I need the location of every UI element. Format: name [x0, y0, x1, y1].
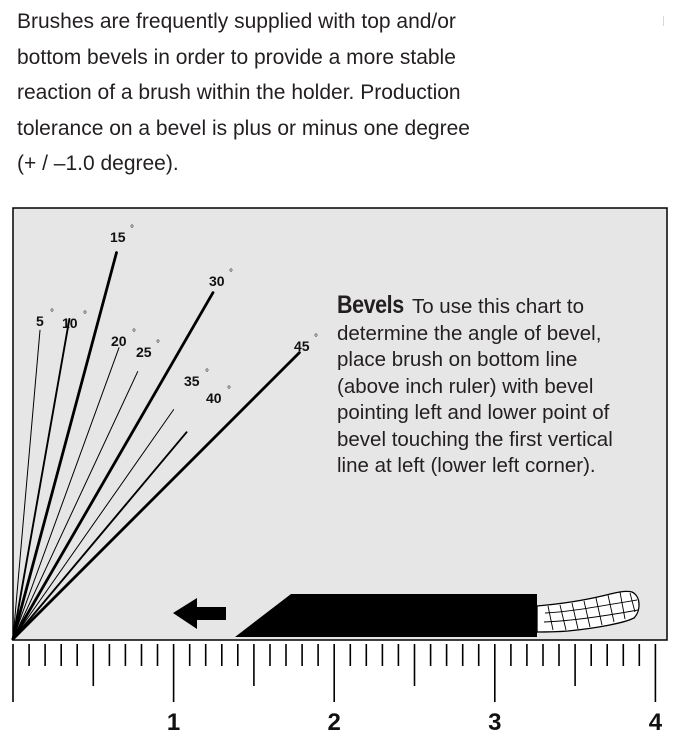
ruler-number-1: 1 [166, 709, 181, 736]
degree-symbol-35: ° [205, 368, 209, 379]
bevels-title: Bevels [337, 291, 404, 319]
angle-label-25: 25 [136, 344, 152, 360]
angle-label-20: 20 [111, 333, 127, 349]
angle-label-45: 45 [294, 338, 310, 354]
instructions-line-5: pointing left and lower point of [337, 401, 610, 424]
degree-symbol-45: ° [314, 333, 318, 344]
ruler-number-3: 3 [488, 709, 502, 736]
ruler-number-4: 4 [648, 709, 663, 736]
angle-label-5: 5 [36, 313, 44, 329]
intro-line-3: reaction of a brush within the holder. Production [17, 81, 461, 104]
angle-label-35: 35 [184, 373, 200, 389]
degree-symbol-30: ° [229, 268, 233, 279]
degree-symbol-5: ° [50, 308, 54, 319]
instructions-line-2: determine the angle of bevel, [337, 321, 602, 345]
angle-label-15: 15 [110, 229, 126, 245]
intro-line-4: tolerance on a bevel is plus or minus one degree [17, 116, 470, 140]
inch-ruler [13, 644, 663, 736]
instructions-first-line-text: To use this chart to [406, 295, 585, 318]
degree-symbol-20: ° [132, 328, 136, 339]
instructions-line-3: place brush on bottom line [337, 348, 578, 371]
degree-symbol-25: ° [156, 339, 160, 350]
degree-symbol-40: ° [227, 385, 231, 396]
bevels-instructions [337, 292, 657, 480]
intro-line-5: (+ / –1.0 degree). [17, 152, 179, 175]
instructions-line-7: line at left (lower left corner). [337, 454, 596, 477]
angle-label-40: 40 [206, 390, 222, 406]
instructions-line-1 [337, 292, 657, 321]
intro-line-2: bottom bevels in order to provide a more stable [17, 45, 456, 69]
degree-symbol-10: ° [83, 310, 87, 321]
degree-symbol-15: ° [130, 224, 134, 235]
instructions-line-4: (above inch ruler) with bevel [337, 374, 594, 398]
intro-line-1: Brushes are frequently supplied with top and/or [17, 10, 456, 33]
ruler-number-2: 2 [327, 709, 341, 736]
angle-label-10: 10 [62, 315, 78, 331]
instructions-line-6: bevel touching the first vertical [337, 427, 613, 451]
angle-label-30: 30 [209, 273, 225, 289]
